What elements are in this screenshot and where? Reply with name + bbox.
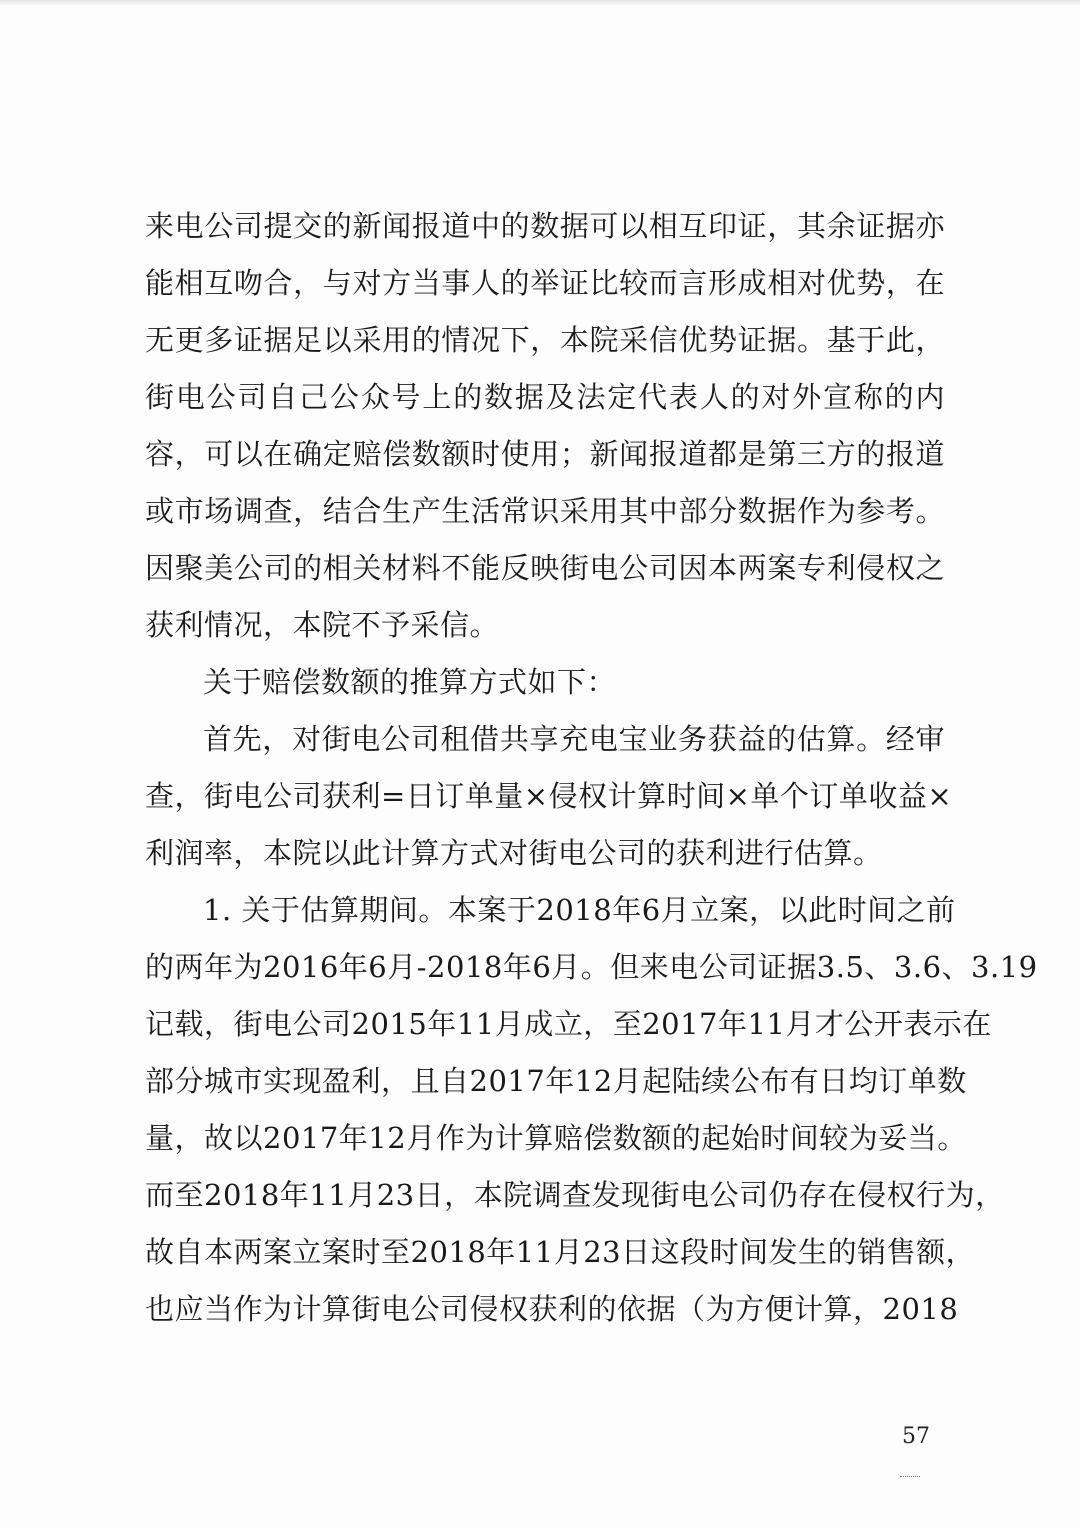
scan-edge [0,0,1080,6]
text-line: 来电公司提交的新闻报道中的数据可以相互印证，其余证据亦 [145,209,945,243]
text-line: 故自本两案立案时至2018年11月23日这段时间发生的销售额， [145,1235,976,1269]
text-line: 容，可以在确定赔偿数额时使用；新闻报道都是第三方的报道 [145,437,945,471]
text-line: 也应当作为计算街电公司侵权获利的依据（为方便计算，2018 [145,1292,959,1326]
text-line: 的两年为2016年6月-2018年6月。但来电公司证据3.5、3.6、3.19 [145,950,1038,984]
text-line: 街电公司自己公众号上的数据及法定代表人的对外宣称的内 [145,380,945,414]
text-line: 而至2018年11月23日，本院调查发现街电公司仍存在侵权行为， [145,1178,1005,1212]
text-line: 因聚美公司的相关材料不能反映街电公司因本两案专利侵权之 [145,551,945,585]
text-line: 量，故以2017年12月作为计算赔偿数额的起始时间较为妥当。 [145,1121,967,1155]
document-body [145,198,1038,1338]
text-line: 无更多证据足以采用的情况下，本院采信优势证据。基于此， [145,323,945,357]
text-line: 1. 关于估算期间。本案于2018年6月立案，以此时间之前 [203,893,956,927]
text-line: 查，街电公司获利=日订单量×侵权计算时间×单个订单收益× [145,779,953,813]
paragraph-heading: 关于赔偿数额的推算方式如下： [203,665,617,699]
page-number: 57 [902,1424,930,1449]
text-line: 能相互吻合，与对方当事人的举证比较而言形成相对优势，在 [145,266,945,300]
text-line: 记载，街电公司2015年11月成立，至2017年11月才公开表示在 [145,1007,992,1041]
text-line: 获利情况，本院不予采信。 [145,608,500,642]
text-line: 或市场调查，结合生产生活常识采用其中部分数据作为参考。 [145,494,945,528]
text-line: 部分城市实现盈利，且自2017年12月起陆续公布有日均订单数 [145,1064,967,1098]
scan-mark [900,1476,920,1480]
text-line: 首先，对街电公司租借共享充电宝业务获益的估算。经审 [203,722,945,756]
text-line: 利润率，本院以此计算方式对街电公司的获利进行估算。 [145,836,883,870]
